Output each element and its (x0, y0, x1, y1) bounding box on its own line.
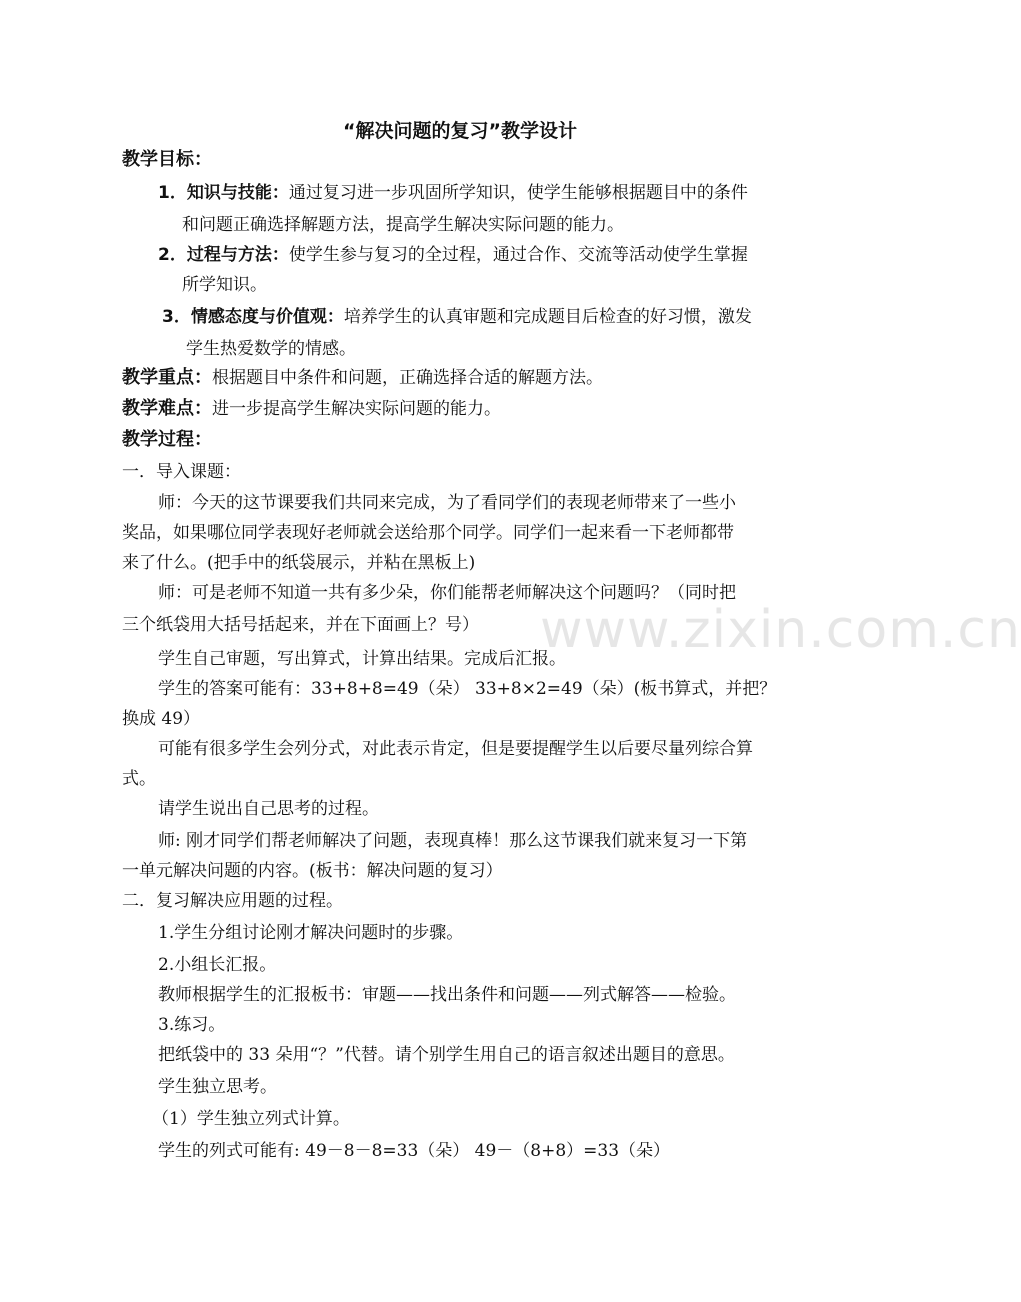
document-title: “解决问题的复习”教学设计 (343, 120, 577, 142)
objective-1 (158, 180, 748, 206)
difficulty-label: 教学难点： (122, 398, 212, 419)
process-line: 一单元解决问题的内容。(板书：解决问题的复习） (122, 861, 503, 881)
objective-2-text: 使学生参与复习的全过程，通过合作、交流等活动使学生掌握 (288, 245, 748, 265)
process-line: 师：可是老师不知道一共有多少朵，你们能帮老师解决这个问题吗？（同时把 (158, 583, 736, 603)
process-line: 来了什么。(把手中的纸袋展示，并粘在黑板上) (122, 553, 476, 573)
process-line: 学生的答案可能有：33+8+8=49（朵） 33+8×2=49（朵）(板书算式，并把？ (158, 679, 777, 699)
keypoint (122, 365, 603, 391)
process-line: 1.学生分组讨论刚才解决问题时的步骤。 (158, 923, 464, 943)
objective-2-num: 2． (158, 245, 187, 265)
objective-1-num: 1． (158, 183, 187, 203)
difficulty-text: 进一步提高学生解决实际问题的能力。 (212, 399, 501, 419)
process-line: 2.小组长汇报。 (158, 955, 277, 975)
process-line: 换成 49） (122, 709, 201, 729)
process-line: 把纸袋中的 33 朵用“？”代替。请个别学生用自己的语言叙述出题目的意思。 (158, 1045, 735, 1065)
objective-1-label: 知识与技能： (186, 183, 289, 203)
process-line: （1）学生独立列式计算。 (152, 1109, 350, 1129)
objective-3-text: 培养学生的认真审题和完成题目后检查的好习惯，激发 (343, 307, 752, 327)
keypoint-text: 根据题目中条件和问题，正确选择合适的解题方法。 (212, 368, 603, 388)
process-line: 三个纸袋用大括号括起来，并在下面画上？号） (122, 615, 479, 635)
difficulty (122, 396, 501, 422)
process-line: 请学生说出自己思考的过程。 (158, 799, 379, 819)
watermark: www.zixin.com.cn (540, 600, 1021, 660)
process-line: 二．复习解决应用题的过程。 (122, 891, 343, 911)
keypoint-label: 教学重点： (122, 367, 212, 388)
objective-3-cont: 学生热爱数学的情感。 (186, 339, 356, 359)
process-line: 师: 刚才同学们帮老师解决了问题，表现真棒！那么这节课我们就来复习一下第 (158, 831, 748, 851)
process-line: 学生的列式可能有: 49－8－8=33（朵） 49－（8+8）=33（朵） (158, 1141, 671, 1161)
objective-2 (158, 242, 748, 268)
objective-2-cont: 所学知识。 (182, 275, 267, 295)
objective-2-label: 过程与方法： (186, 245, 289, 265)
process-line: 学生独立思考。 (158, 1077, 277, 1097)
objective-3 (162, 304, 752, 330)
process-line: 一．导入课题： (122, 462, 241, 482)
process-line: 教师根据学生的汇报板书：审题——找出条件和问题——列式解答——检验。 (158, 985, 736, 1005)
objective-3-num: 3． (162, 307, 191, 327)
process-line: 学生自己审题，写出算式，计算出结果。完成后汇报。 (158, 649, 566, 669)
objective-1-cont: 和问题正确选择解题方法，提高学生解决实际问题的能力。 (182, 215, 624, 235)
objective-1-text: 通过复习进一步巩固所学知识，使学生能够根据题目中的条件 (288, 183, 748, 203)
process-line: 奖品，如果哪位同学表现好老师就会送给那个同学。同学们一起来看一下老师都带 (122, 523, 734, 543)
process-heading: 教学过程： (122, 429, 212, 450)
process-line: 师：今天的这节课要我们共同来完成，为了看同学们的表现老师带来了一些小 (158, 493, 736, 513)
process-line: 可能有很多学生会列分式，对此表示肯定，但是要提醒学生以后要尽量列综合算 (158, 739, 753, 759)
process-line: 3.练习。 (158, 1015, 226, 1035)
objectives-heading: 教学目标： (122, 149, 212, 170)
process-line: 式。 (122, 769, 156, 789)
objective-3-label: 情感态度与价值观： (190, 307, 344, 327)
